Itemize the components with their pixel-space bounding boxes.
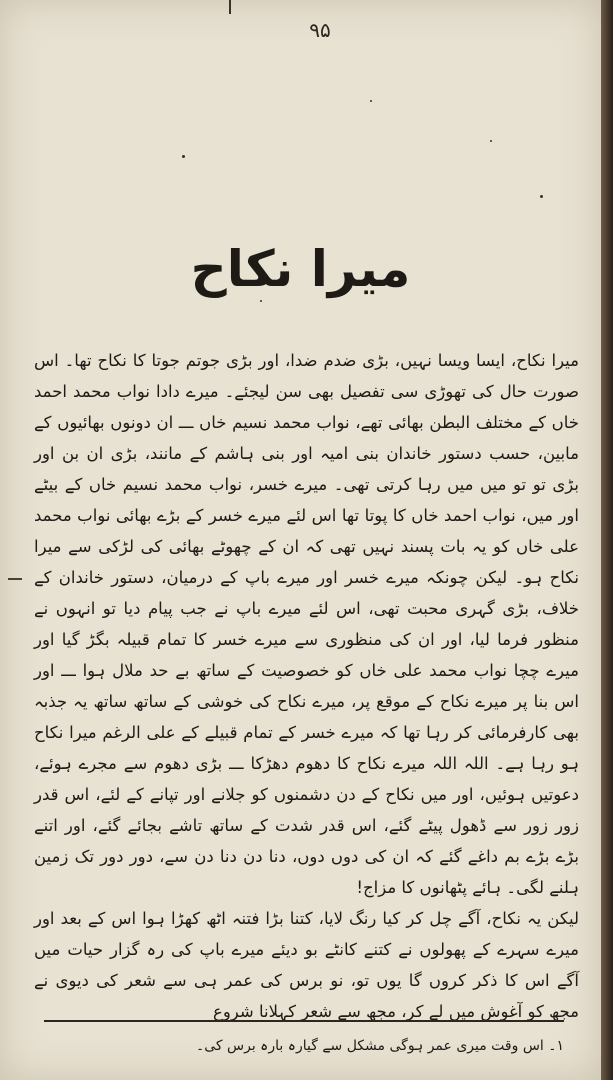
paragraph: میرا نکاح، ایسا ویسا نہیں، بڑی ضدم ضدا، اور بڑی جوتم جوتا کا نکاح تھا۔ اس صورت حال کی تھوڑی سی تفصیل بھی سن لیجئے۔ میرے دادا نواب محمد احمد خاں کے مختلف البطن بھائی تھے، نواب محمد نسیم خاں ـــ ان دونوں بھائیوں کے مابین، حسب دستور خاندان بنی امیہ اور بنی ہاشم کے مانند، بڑی ان بن اور بڑی تو تو میں میں رہا کرتی تھی۔ میرے خسر، نواب محمد نسیم خاں کے بیٹے اور میں، نواب احمد خاں کا پوتا تھا اس لئے میرے خسر کے بڑے بھائی نواب محمد علی خاں کو یہ بات پسند نہیں تھی کہ ان کے چھوٹے بھائی کی لڑکی سے میرا نکاح ہو۔ لیکن چونکہ میرے خسر اور میرے باپ کے درمیان، دستور خاندان کے خلاف، بڑی گہری محبت تھی، اس لئے میرے باپ نے جب پیام دیا تو انہوں نے منظور فرما لیا، اور ان کی منظوری سے میرے خسر کا تمام قبیلہ بگڑ گیا اور میرے چچا نواب محمد علی خاں کو خصوصیت کے ساتھ بے حد ملال ہوا ـــ اور اس بنا پر میرے نکاح کے موقع پر، میرے نکاح کی خوشی کے ساتھ ساتھ یہ جذبہ بھی کارفرمائی کر رہا تھا کہ میرے خسر کے تمام قبیلے کے علی الرغم میرا نکاح ہو رہا ہے۔ اللہ اللہ میرے نکاح کا دھوم دھڑکا ـــ بڑی دھوم سے مجرے ہوئے، دعوتیں ہوئیں، اور میں نکاح کے دن دشمنوں کو جلانے اور تپانے کے لئے، اس قدر زور زور سے ڈھول پیٹے گئے، اس قدر شدت کے ساتھ تاشے بجائے گئے، اور اتنے بڑے بڑے بم داغے گئے کہ ان کی دوں دوں، دنا دن دنا دن سے، دور دور تک زمین ہلنے لگی۔ ہائے پٹھانوں کا مزاج! xyxy=(34,351,579,897)
margin-mark xyxy=(229,0,231,14)
ink-speck xyxy=(260,300,262,302)
page-number: ۹۵ xyxy=(309,18,331,42)
paragraph: لیکن یہ نکاح، آگے چل کر کیا رنگ لایا، کتنا بڑا فتنہ اٹھ کھڑا ہوا اس کے بعد اور میرے سہرے کے پھولوں نے کتنے کانٹے بو دیئے میرے باپ کی رہ گزار حیات میں آگے اس کا ذکر کروں گا یوں تو، نو برس کی عمر ہی سے شعر کی دیوی نے مجھ کو آغوش میں لے کر، مجھ سے شعر کہلانا شروع xyxy=(34,909,579,1021)
page-edge xyxy=(601,0,613,1080)
footnote: ۱۔ اس وقت میری عمر ہوگی مشکل سے گیارہ بارہ برس کی۔ xyxy=(196,1038,564,1054)
ink-speck xyxy=(182,155,185,158)
ink-speck xyxy=(490,140,492,142)
footnote-divider xyxy=(44,1020,564,1022)
ink-speck xyxy=(540,195,543,198)
body-text xyxy=(34,345,579,1021)
ink-speck xyxy=(370,100,372,102)
margin-mark xyxy=(8,578,22,580)
chapter-title: میرا نکاح xyxy=(190,240,411,298)
